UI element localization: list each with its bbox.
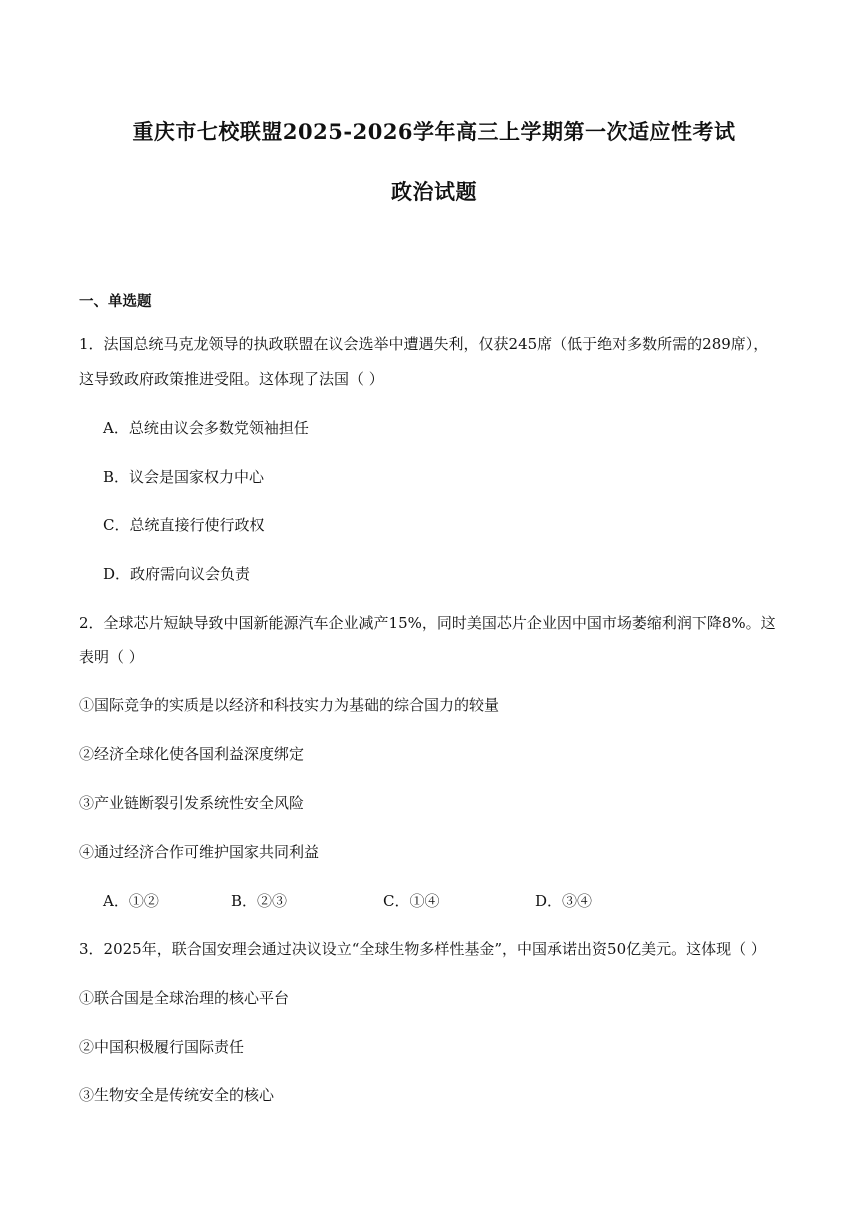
question-2-option-a: A．①② (103, 892, 159, 910)
question-2-statement-4: ④通过经济合作可维护国家共同利益 (79, 843, 320, 861)
question-3-statement-2: ②中国积极履行国际责任 (79, 1038, 245, 1056)
question-2-stem-line1: 2．全球芯片短缺导致中国新能源汽车企业减产15%，同时美国芯片企业因中国市场萎缩利润下降8%。这 (79, 614, 776, 632)
question-1-option-c: C．总统直接行使行政权 (103, 516, 265, 534)
question-3-statement-3: ③生物安全是传统安全的核心 (79, 1086, 275, 1104)
question-2-statement-1: ①国际竞争的实质是以经济和科技实力为基础的综合国力的较量 (79, 696, 500, 714)
question-2-option-c: C．①④ (383, 892, 440, 910)
question-1-option-a: A．总统由议会多数党领袖担任 (103, 419, 309, 437)
question-1-stem-line1: 1．法国总统马克龙领导的执政联盟在议会选举中遭遇失利，仅获245席（低于绝对多数所需的289席）， (79, 335, 769, 353)
question-2-option-d: D．③④ (535, 892, 593, 910)
section-heading: 一、单选题 (79, 293, 152, 310)
exam-subject-title: 政治试题 (391, 179, 477, 204)
question-1-option-d: D．政府需向议会负责 (103, 565, 251, 583)
question-2-stem-line2: 表明（ ） (79, 648, 144, 666)
question-2-option-b: B．②③ (231, 892, 288, 910)
question-1-option-b: B．议会是国家权力中心 (103, 468, 265, 486)
question-2-statement-3: ③产业链断裂引发系统性安全风险 (79, 794, 305, 812)
question-1-stem-line2: 这导致政府政策推进受阻。这体现了法国（ ） (79, 370, 384, 388)
exam-title: 重庆市七校联盟2025-2026学年高三上学期第一次适应性考试 (132, 119, 736, 144)
question-3-statement-1: ①联合国是全球治理的核心平台 (79, 989, 290, 1007)
question-2-statement-2: ②经济全球化使各国利益深度绑定 (79, 745, 305, 763)
question-2-options-row (0, 890, 868, 912)
question-3-stem-line1: 3．2025年，联合国安理会通过决议设立“全球生物多样性基金”，中国承诺出资50亿美元。这体现（ ） (79, 940, 766, 958)
